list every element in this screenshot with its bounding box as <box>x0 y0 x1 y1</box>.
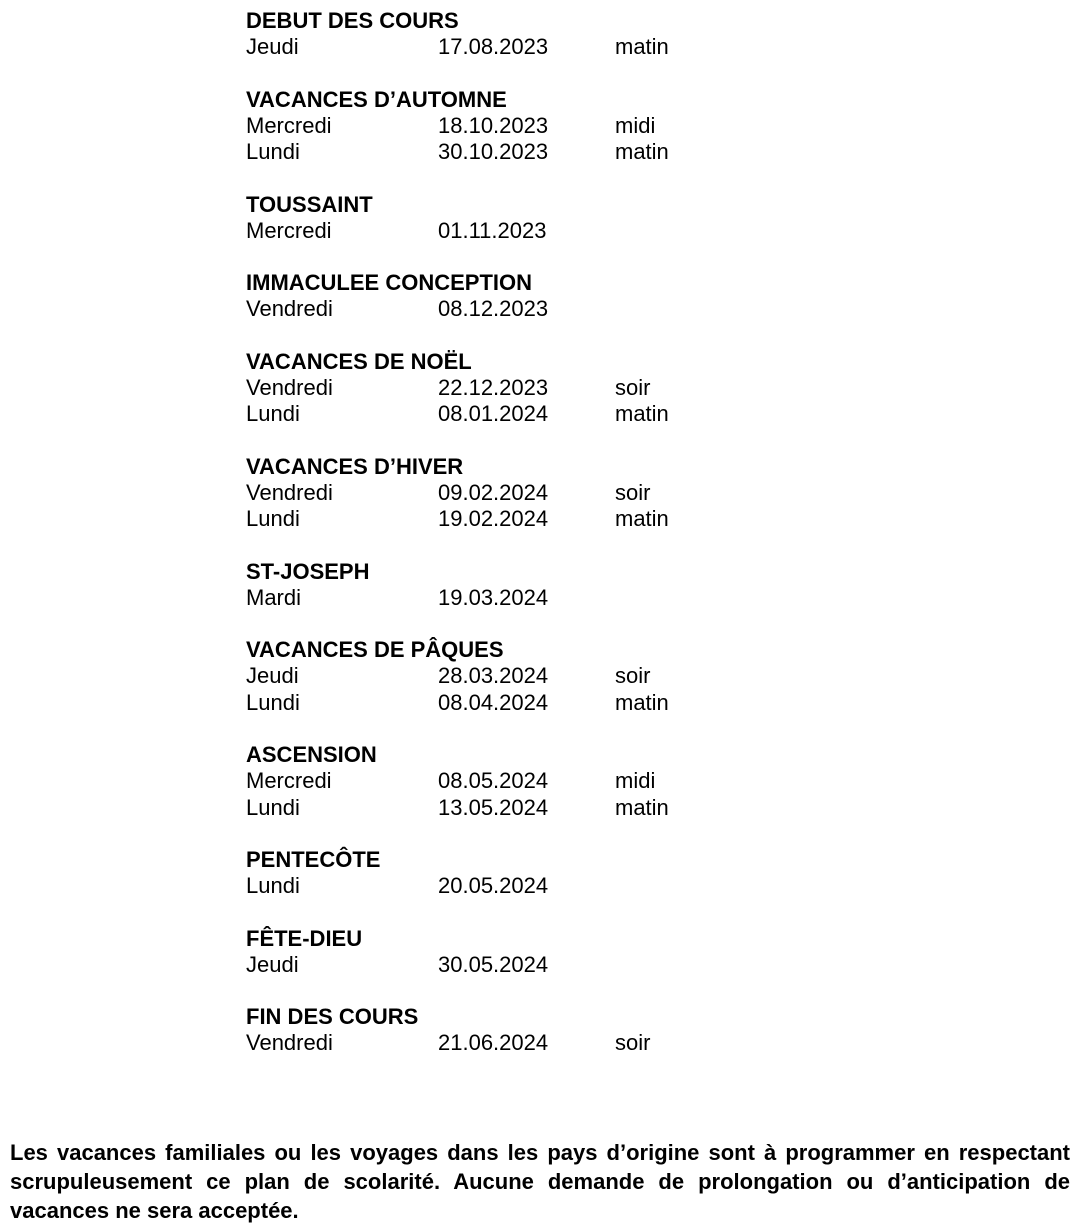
date: 18.10.2023 <box>438 112 549 138</box>
calendar-section <box>246 349 846 428</box>
weekday: Lundi <box>246 689 300 715</box>
date-row <box>246 663 846 690</box>
date: 30.10.2023 <box>438 139 549 164</box>
weekday: Mercredi <box>246 768 332 793</box>
section-title: PENTECÔTE <box>246 847 381 872</box>
weekday: Lundi <box>246 506 300 531</box>
date: 20.05.2024 <box>438 873 549 898</box>
date-row <box>246 480 846 507</box>
time-of-day: midi <box>615 768 656 793</box>
date: 21.06.2024 <box>438 1030 549 1055</box>
weekday: Mercredi <box>246 112 332 138</box>
time-of-day: matin <box>615 689 669 715</box>
date: 30.05.2024 <box>438 951 549 977</box>
notice-paragraph: Les vacances familiales ou les voyages dans les pays d’origine sont à programmer en respectant scrupuleusement ce plan de scolarité. Aucune demande de prolongation ou d’anticipation de vacances ne sera acceptée. <box>10 1140 1070 1223</box>
weekday: Lundi <box>246 401 300 426</box>
section-title: VACANCES DE NOËL <box>246 348 472 374</box>
section-title: VACANCES D’HIVER <box>246 453 464 479</box>
time-of-day: matin <box>615 506 669 531</box>
weekday: Lundi <box>246 794 300 820</box>
weekday: Jeudi <box>246 663 299 688</box>
calendar-section <box>246 1004 846 1057</box>
date-row <box>246 113 846 140</box>
date: 19.03.2024 <box>438 584 549 610</box>
time-of-day: soir <box>615 374 651 400</box>
weekday: Vendredi <box>246 374 333 400</box>
date: 22.12.2023 <box>438 374 549 400</box>
date: 08.05.2024 <box>438 768 549 793</box>
date-row <box>246 401 846 428</box>
date: 09.02.2024 <box>438 479 549 505</box>
section-title: VACANCES DE PÂQUES <box>246 637 504 662</box>
time-of-day: matin <box>615 34 669 59</box>
weekday: Jeudi <box>246 951 299 977</box>
date: 28.03.2024 <box>438 663 549 688</box>
time-of-day: soir <box>615 663 651 688</box>
section-title: TOUSSAINT <box>246 191 373 217</box>
date-row <box>246 795 846 822</box>
date-row <box>246 375 846 402</box>
date: 08.01.2024 <box>438 401 549 426</box>
date: 08.12.2023 <box>438 296 549 321</box>
section-title: FÊTE-DIEU <box>246 925 363 951</box>
weekday: Vendredi <box>246 296 333 321</box>
calendar-section <box>246 192 846 245</box>
date: 13.05.2024 <box>438 794 549 820</box>
school-calendar <box>246 8 846 1083</box>
calendar-section <box>246 847 846 900</box>
calendar-section <box>246 8 846 61</box>
weekday: Mardi <box>246 584 302 610</box>
date-row <box>246 690 846 717</box>
date-row <box>246 952 846 979</box>
date-row <box>246 218 846 245</box>
weekday: Lundi <box>246 873 300 898</box>
weekday: Vendredi <box>246 1030 333 1055</box>
section-title: DEBUT DES COURS <box>246 8 459 33</box>
date-row <box>246 1030 846 1057</box>
calendar-section <box>246 87 846 166</box>
date: 19.02.2024 <box>438 506 549 531</box>
section-title: ST-JOSEPH <box>246 558 370 584</box>
date-row <box>246 139 846 166</box>
weekday: Vendredi <box>246 479 333 505</box>
calendar-section <box>246 559 846 612</box>
calendar-section <box>246 454 846 533</box>
calendar-section <box>246 926 846 979</box>
time-of-day: soir <box>615 479 651 505</box>
date: 17.08.2023 <box>438 34 549 59</box>
time-of-day: matin <box>615 139 669 164</box>
time-of-day: matin <box>615 401 669 426</box>
date: 08.04.2024 <box>438 689 549 715</box>
time-of-day: midi <box>615 112 656 138</box>
section-title: IMMACULEE CONCEPTION <box>246 270 532 295</box>
section-title: FIN DES COURS <box>246 1004 419 1029</box>
section-title: ASCENSION <box>246 742 377 767</box>
date-row <box>246 585 846 612</box>
calendar-section <box>246 742 846 821</box>
time-of-day: matin <box>615 794 669 820</box>
date-row <box>246 296 846 323</box>
date-row <box>246 768 846 795</box>
time-of-day: soir <box>615 1030 651 1055</box>
weekday: Jeudi <box>246 34 299 59</box>
date-row <box>246 873 846 900</box>
date-row <box>246 34 846 61</box>
calendar-section <box>246 270 846 323</box>
calendar-section <box>246 637 846 716</box>
date-row <box>246 506 846 533</box>
section-title: VACANCES D’AUTOMNE <box>246 86 507 112</box>
weekday: Mercredi <box>246 217 332 243</box>
weekday: Lundi <box>246 139 300 164</box>
date: 01.11.2023 <box>438 217 547 243</box>
